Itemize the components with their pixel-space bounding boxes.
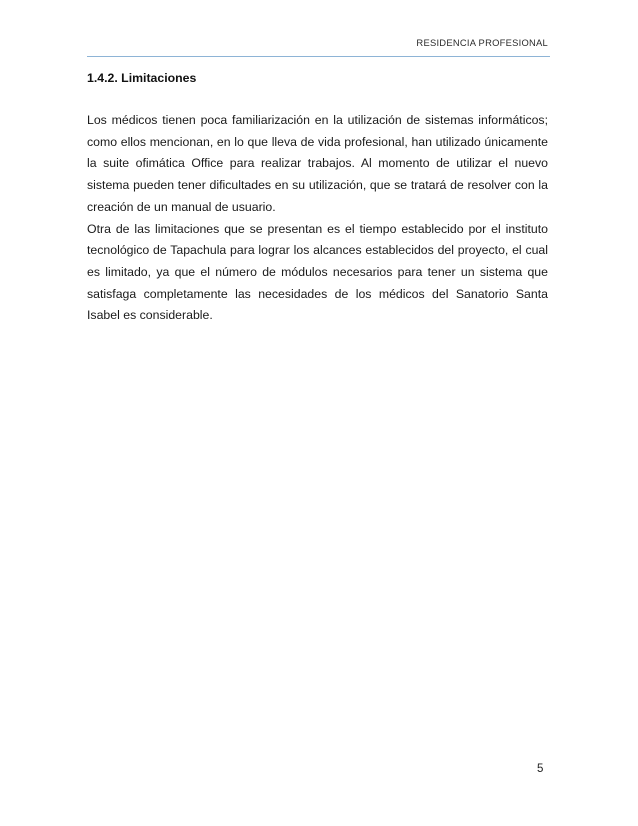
section-heading: 1.4.2. Limitaciones (87, 71, 197, 85)
paragraph-1: Los médicos tienen poca familiarización en la utilización de sistemas informáticos; como ellos mencionan, en lo que lleva de vida profesional, han utilizado únicamente la suite ofimática Office para realizar trabajos. Al momento de utilizar el nuevo sistema pueden tener dificultades en su utilización, que se tratará de resolver con la creación de un manual de usuario. (87, 113, 548, 214)
page-header (87, 36, 550, 57)
paragraph-2: Otra de las limitaciones que se presentan es el tiempo establecido por el instituto tecnológico de Tapachula para lograr los alcances establecidos del proyecto, el cual es limitado, ya que el número de módulos necesarios para tener un sistema que satisfaga completamente las necesidades de los médicos del Sanatorio Santa Isabel es considerable. (87, 221, 548, 323)
body-text (87, 110, 548, 327)
header-title: RESIDENCIA PROFESIONAL (416, 37, 548, 48)
page-number: 5 (537, 763, 544, 775)
